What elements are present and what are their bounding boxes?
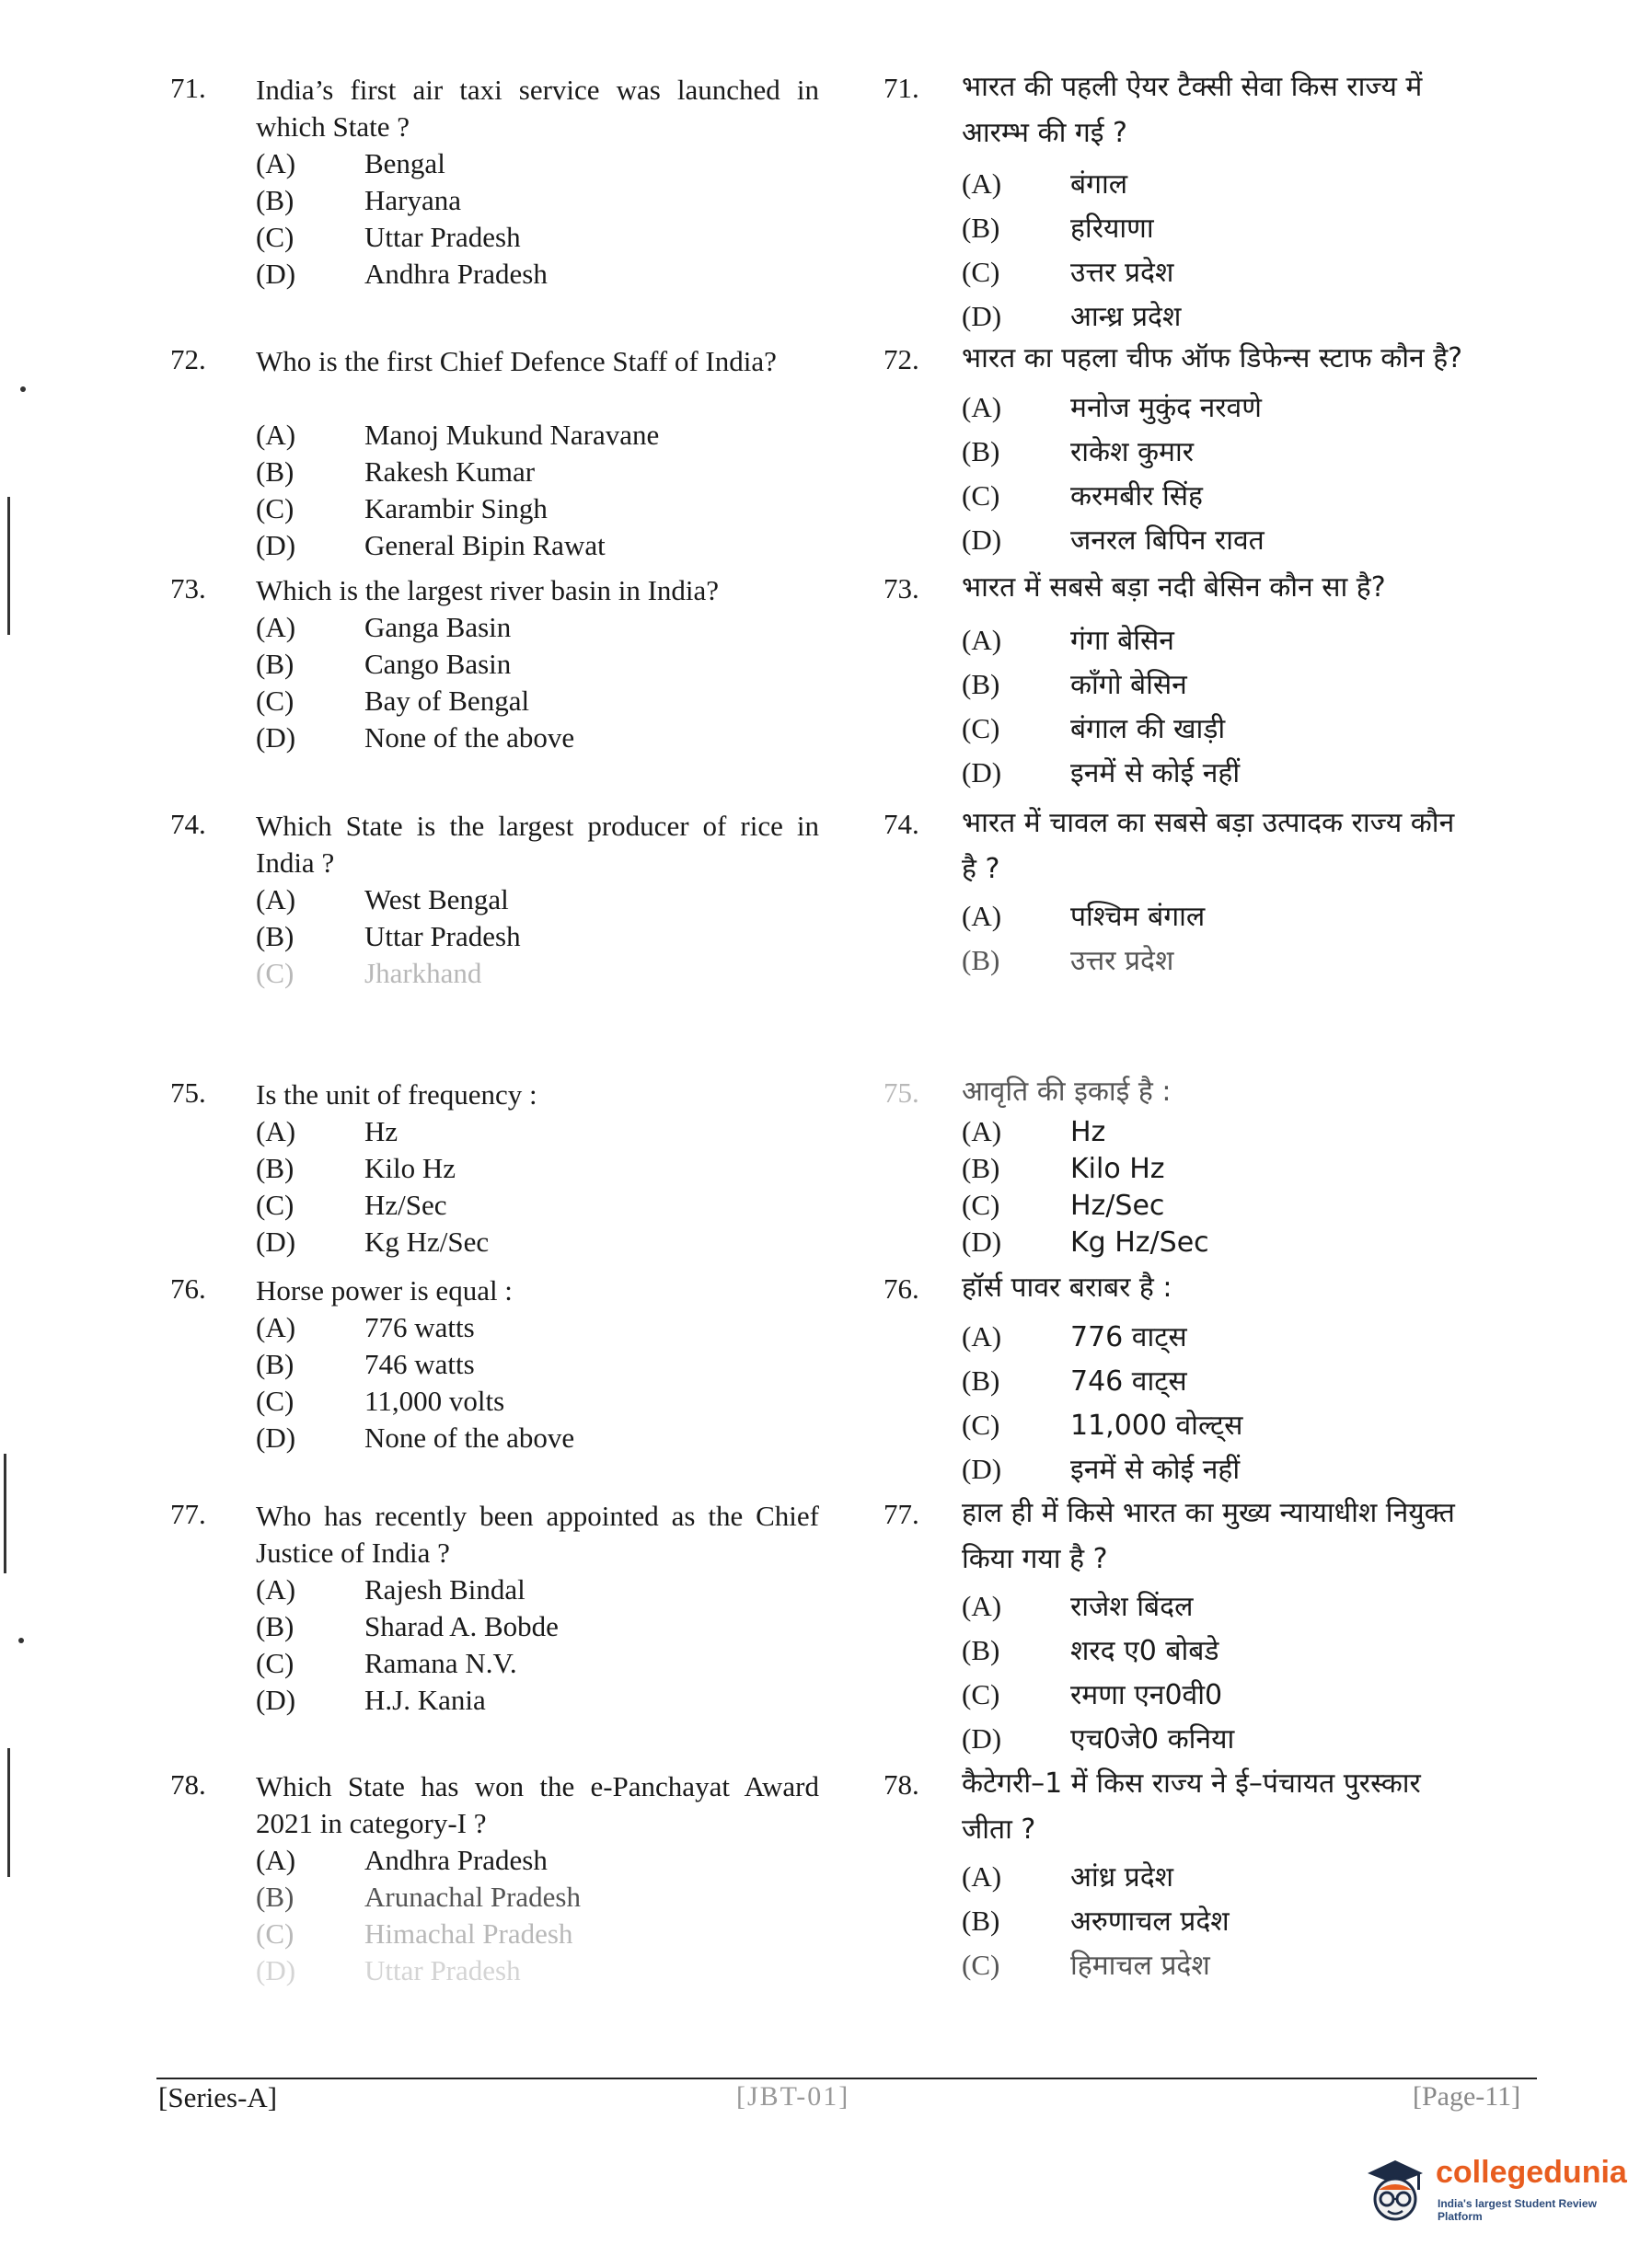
option-d: (D) Uttar Pradesh <box>256 1954 521 1986</box>
scan-mark <box>20 386 26 392</box>
option-d: (D) एच0जे0 कनिया <box>962 1722 1235 1756</box>
option-c: (C) Bay of Bengal <box>256 685 530 717</box>
option-c: (C) हिमाचल प्रदेश <box>962 1949 1210 1982</box>
option-b: (B) 746 watts <box>256 1348 475 1380</box>
question-number: 71. <box>170 72 206 104</box>
option-d: (D) H.J. Kania <box>256 1684 486 1716</box>
option-a: (A) West Bengal <box>256 883 509 915</box>
option-b: (B) कॉंगो बेसिन <box>962 668 1187 701</box>
question-text: Is the unit of frequency : <box>256 1078 537 1111</box>
option-a: (A) Andhra Pradesh <box>256 1844 548 1876</box>
option-c: (C) Hz/Sec <box>256 1189 447 1221</box>
option-a: (A) आंध्र प्रदेश <box>962 1860 1174 1894</box>
option-a: (A) बंगाल <box>962 167 1128 201</box>
question-text: कैटेगरी–1 में किस राज्य ने ई–पंचायत पुरस्कार जीता ? <box>962 1767 1421 1846</box>
option-a: (A) Bengal <box>256 147 445 179</box>
question-text: Which is the largest river basin in India? <box>256 574 720 606</box>
option-c: (C) Uttar Pradesh <box>256 221 521 253</box>
option-a: (A) गंगा बेसिन <box>962 624 1174 657</box>
option-c: (C) बंगाल की खाड़ी <box>962 712 1226 745</box>
option-b: (B) शरद ए0 बोबडे <box>962 1634 1219 1667</box>
question-number: 76. <box>884 1272 919 1305</box>
option-b: (B) Kilo Hz <box>256 1152 456 1184</box>
option-d: (D) जनरल बिपिन रावत <box>962 524 1265 557</box>
paper-code: [JBT-01] <box>736 2081 850 2112</box>
option-b: (B) 746 वाट्स <box>962 1364 1187 1398</box>
question-number: 73. <box>170 572 206 604</box>
option-d: (D) आन्ध्र प्रदेश <box>962 300 1182 333</box>
question-number: 76. <box>170 1272 206 1305</box>
option-b: (B) Haryana <box>256 184 461 216</box>
option-c: (C) 11,000 volts <box>256 1385 505 1417</box>
option-c: (C) रमणा एन0वी0 <box>962 1678 1223 1711</box>
question-text: Horse power is equal : <box>256 1274 513 1307</box>
option-b: (B) हरियाणा <box>962 212 1154 245</box>
option-a: (A) राजेश बिंदल <box>962 1590 1194 1623</box>
scan-mark <box>7 1748 10 1877</box>
option-a: (A) पश्चिम बंगाल <box>962 900 1206 933</box>
series-label: [Series-A] <box>158 2081 278 2113</box>
option-c: (C) Hz/Sec <box>962 1189 1165 1222</box>
option-a: (A) Ganga Basin <box>256 611 512 643</box>
option-d: (D) None of the above <box>256 721 575 754</box>
option-a: (A) Hz <box>256 1115 398 1147</box>
option-c: (C) Jharkhand <box>256 957 482 989</box>
question-number: 72. <box>170 343 206 375</box>
question-text: Which State is the largest producer of rice in India ? <box>256 810 819 879</box>
question-text: Who is the first Chief Defence Staff of India? <box>256 345 777 377</box>
question-number: 73. <box>884 572 919 604</box>
question-text: भारत का पहला चीफ ऑफ डिफेन्स स्टाफ कौन है? <box>962 342 1463 374</box>
question-number: 74. <box>170 808 206 840</box>
option-c: (C) Ramana N.V. <box>256 1647 517 1679</box>
question-text: Which State has won the e-Panchayat Award 2021 in category-I ? <box>256 1770 819 1839</box>
option-a: (A) मनोज मुकुंद नरवणे <box>962 391 1262 424</box>
question-number: 74. <box>884 808 919 840</box>
question-text: India’s first air taxi service was launched in which State ? <box>256 74 819 143</box>
option-b: (B) Arunachal Pradesh <box>256 1881 581 1913</box>
option-a: (A) 776 वाट्स <box>962 1320 1187 1353</box>
question-text: भारत में सबसे बड़ा नदी बेसिन कौन सा है? <box>962 571 1386 604</box>
option-b: (B) उत्तर प्रदेश <box>962 944 1174 977</box>
footer-rule <box>156 2078 1537 2079</box>
question-text: हाल ही में किसे भारत का मुख्य न्यायाधीश नियुक्त किया गया है ? <box>962 1497 1455 1575</box>
question-number: 75. <box>884 1076 919 1109</box>
option-b: (B) राकेश कुमार <box>962 435 1195 468</box>
option-b: (B) Sharad A. Bobde <box>256 1610 559 1642</box>
question-number: 75. <box>170 1076 206 1109</box>
question-number: 77. <box>170 1498 206 1530</box>
option-b: (B) Kilo Hz <box>962 1152 1165 1185</box>
scan-mark <box>18 1638 24 1643</box>
option-c: (C) करमबीर सिंह <box>962 479 1203 512</box>
option-c: (C) Himachal Pradesh <box>256 1917 573 1950</box>
option-d: (D) Kg Hz/Sec <box>962 1226 1209 1259</box>
scan-mark <box>4 1454 6 1573</box>
question-number: 78. <box>884 1768 919 1801</box>
brand-name: collegedunia <box>1436 2155 1627 2190</box>
option-d: (D) General Bipin Rawat <box>256 529 606 561</box>
question-text: हॉर्स पावर बराबर है : <box>962 1272 1172 1304</box>
option-a: (A) Manoj Mukund Naravane <box>256 419 660 451</box>
question-text: भारत की पहली ऐयर टैक्सी सेवा किस राज्य में आरम्भ की गई ? <box>962 71 1423 149</box>
question-number: 78. <box>170 1768 206 1801</box>
question-number: 71. <box>884 72 919 104</box>
option-b: (B) Cango Basin <box>256 648 512 680</box>
option-c: (C) उत्तर प्रदेश <box>962 256 1174 289</box>
option-d: (D) इनमें से कोई नहीं <box>962 756 1241 789</box>
question-number: 72. <box>884 343 919 375</box>
option-c: (C) 11,000 वोल्ट्स <box>962 1409 1243 1442</box>
option-a: (A) 776 watts <box>256 1311 475 1343</box>
question-text: Who has recently been appointed as the Chief Justice of India ? <box>256 1500 819 1569</box>
question-text: आवृति की इकाई है : <box>962 1076 1172 1108</box>
scan-mark <box>7 497 10 635</box>
option-d: (D) Kg Hz/Sec <box>256 1226 490 1258</box>
graduate-mascot-icon <box>1362 2153 1428 2227</box>
option-a: (A) Rajesh Bindal <box>256 1573 525 1606</box>
option-b: (B) Rakesh Kumar <box>256 455 536 488</box>
option-a: (A) Hz <box>962 1115 1106 1148</box>
page-number: [Page-11] <box>1413 2081 1521 2112</box>
option-d: (D) Andhra Pradesh <box>256 258 548 290</box>
option-b: (B) अरुणाचल प्रदेश <box>962 1905 1230 1938</box>
option-d: (D) इनमें से कोई नहीं <box>962 1453 1241 1486</box>
question-text: भारत में चावल का सबसे बड़ा उत्पादक राज्य कौन है ? <box>962 807 1455 885</box>
collegedunia-logo <box>1362 2144 1629 2245</box>
question-number: 77. <box>884 1498 919 1530</box>
option-d: (D) None of the above <box>256 1422 575 1454</box>
option-b: (B) Uttar Pradesh <box>256 920 521 952</box>
option-c: (C) Karambir Singh <box>256 492 548 524</box>
brand-tagline: India's largest Student Review Platform <box>1438 2197 1597 2223</box>
